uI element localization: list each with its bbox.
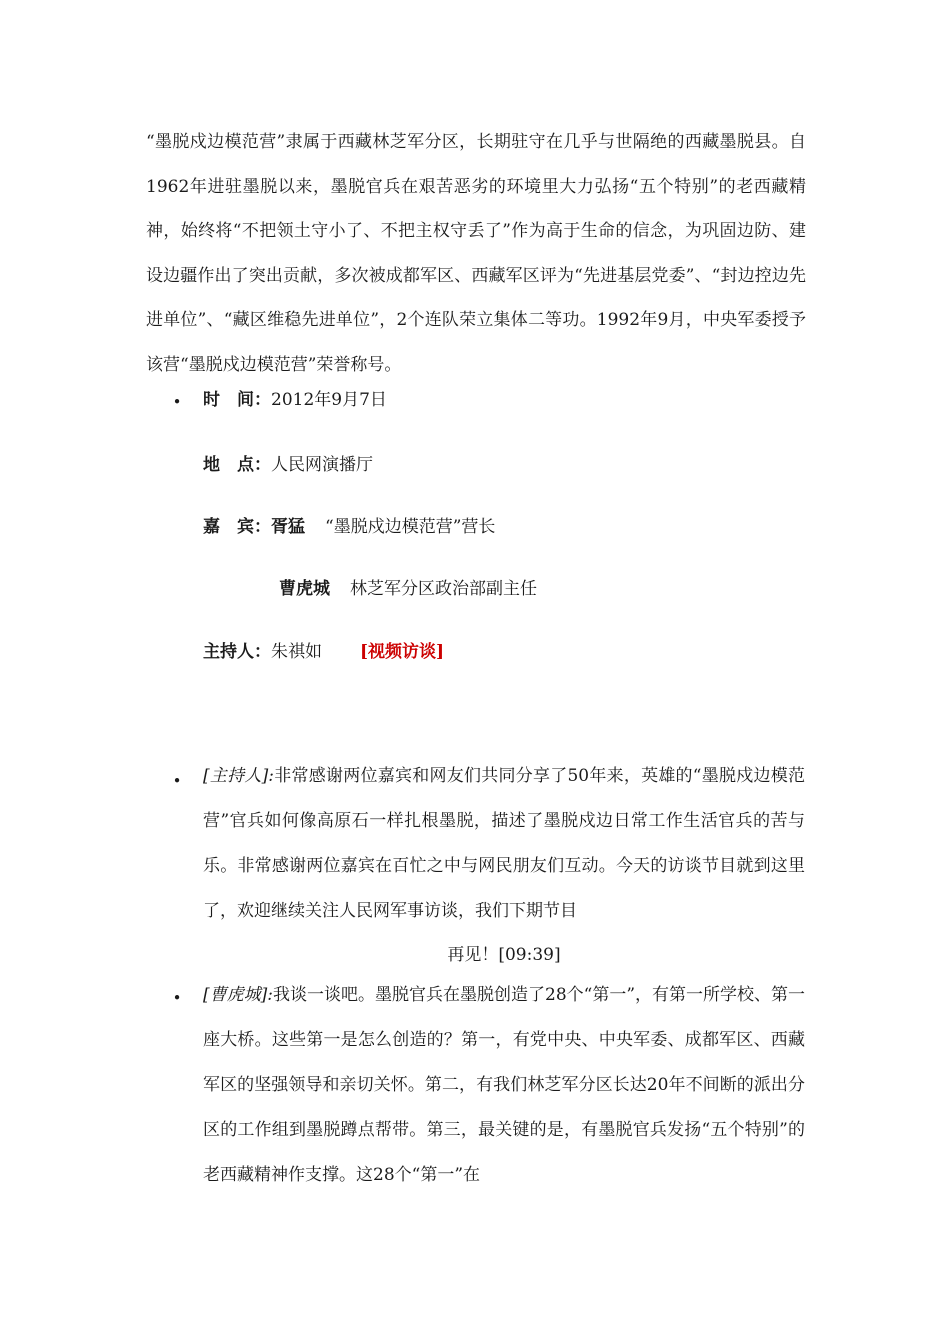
time-line <box>203 388 387 412</box>
entry-text: 我谈一谈吧。墨脱官兵在墨脱创造了28个“第一”，有第一所学校、第一座大桥。这些第一是怎么创造的？第一，有党中央、中央军委、成都军区、西藏军区的坚强领导和亲切关怀。第二，有我们林芝军分区长达20年不间断的派出分区的工作组到墨脱蹲点帮带。第三，最关键的是，有墨脱官兵发扬“五个特别”的老西藏精神作支撑。这28个“第一”在 <box>203 985 806 1185</box>
guest2-name: 曹虎城 <box>279 579 330 599</box>
place-value: 人民网演播厅 <box>271 455 373 475</box>
transcript-entry-host <box>203 754 805 934</box>
guest2-line <box>279 577 537 601</box>
bullet-entry-cao: • <box>172 989 182 1007</box>
bullet-entry-host: • <box>172 772 182 790</box>
guest1-line <box>203 515 495 539</box>
entry-text: 非常感谢两位嘉宾和网友们共同分享了50年来，英雄的“墨脱戍边模范营”官兵如何像高原石一样扎根墨脱，描述了墨脱戍边日常工作生活官兵的苦与乐。非常感谢两位嘉宾在百忙之中与网民朋友们互动。今天的访谈节目就到这里了，欢迎继续关注人民网军事访谈，我们下期节目 <box>203 766 805 921</box>
video-link[interactable]: [视频访谈] <box>360 642 445 662</box>
time-value: 2012年9月7日 <box>271 390 387 410</box>
time-label: 时 间： <box>203 390 271 410</box>
guest1-name: 胥猛 <box>271 517 305 537</box>
guest1-title: “墨脱戍边模范营”营长 <box>325 517 496 537</box>
speaker-label: [曹虎城]: <box>203 985 273 1005</box>
bullet-info: • <box>172 393 182 411</box>
place-label: 地 点： <box>203 455 271 475</box>
guests-label: 嘉 宾： <box>203 517 271 537</box>
host-line <box>203 640 444 664</box>
intro-paragraph: “墨脱戍边模范营”隶属于西藏林芝军分区，长期驻守在几乎与世隔绝的西藏墨脱县。自1962年进驻墨脱以来，墨脱官兵在艰苦恶劣的环境里大力弘扬“五个特别”的老西藏精神，始终将“不把领土守小了、不把主权守丢了”作为高于生命的信念，为巩固边防、建设边疆作出了突出贡献，多次被成都军区、西藏军区评为“先进基层党委”、“封边控边先进单位”、“藏区维稳先进单位”，2个连队荣立集体二等功。1992年9月，中央军委授予该营“墨脱戍边模范营”荣誉称号。 <box>146 132 806 375</box>
place-line <box>203 453 373 477</box>
host-label: 主持人： <box>203 642 271 662</box>
guest2-title: 林芝军分区政治部副主任 <box>350 579 537 599</box>
host-name: 朱祺如 <box>271 642 322 662</box>
transcript-entry-cao <box>203 973 805 1198</box>
speaker-label: [主持人]: <box>203 766 274 786</box>
entry-closing-line: 再见！[09:39] <box>447 945 561 965</box>
